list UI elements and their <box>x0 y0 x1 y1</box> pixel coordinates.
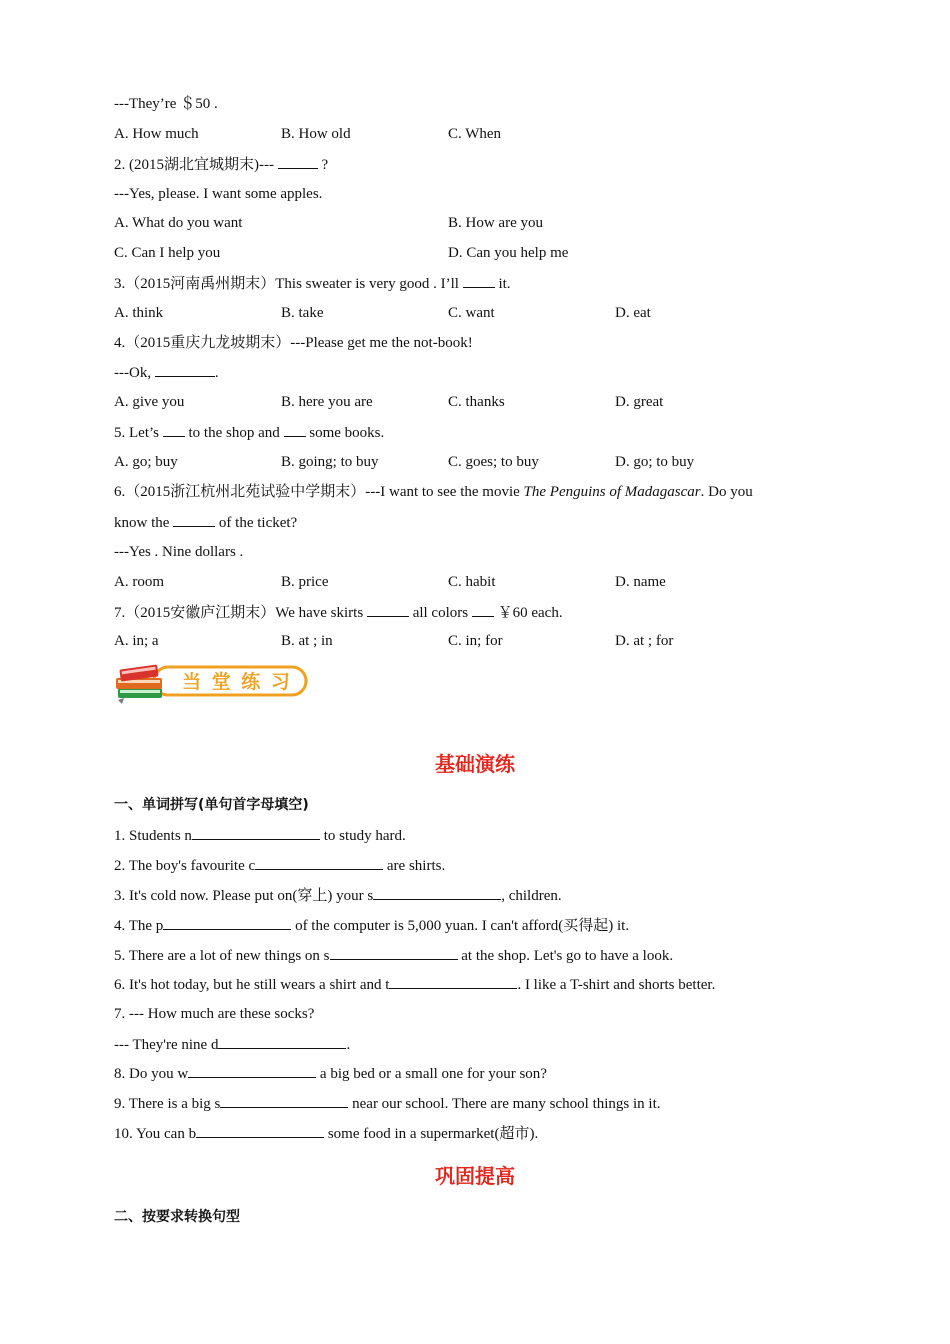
option: C. want <box>448 305 495 321</box>
question-prompt: 3.（2015河南禹州期末）This sweater is very good . I’ll <box>114 276 459 292</box>
question-prompt-end: . Do you <box>700 484 753 500</box>
item-text: . <box>346 1037 351 1053</box>
reply-line: ---Yes . Nine dollars . <box>114 544 244 560</box>
answer-blank[interactable] <box>367 602 409 617</box>
option: B. How are you <box>448 215 543 231</box>
answer-blank[interactable] <box>220 1093 348 1108</box>
item-text: 5. There are a lot of new things on s <box>114 948 330 964</box>
option: D. eat <box>615 305 651 321</box>
spelling-item <box>114 885 562 906</box>
option: A. give you <box>114 394 185 410</box>
answer-blank[interactable] <box>163 422 185 437</box>
reply-start: ---Ok, <box>114 365 152 381</box>
answer-blank[interactable] <box>155 362 215 377</box>
option: C. When <box>448 126 502 142</box>
question-prompt-end: ? <box>321 157 329 173</box>
part-heading: 一、单词拼写(单句首字母填空) <box>114 797 309 813</box>
answer-blank[interactable] <box>192 825 320 840</box>
item-text: of the computer is 5,000 yuan. I can't afford(买得起) it. <box>291 918 630 934</box>
option: C. goes; to buy <box>448 454 539 470</box>
option: A. How much <box>114 126 199 142</box>
reply-end: . <box>214 365 219 381</box>
option: D. go; to buy <box>615 454 695 470</box>
answer-blank[interactable] <box>389 974 517 989</box>
section-title: 基础演练 <box>435 752 515 776</box>
item-text: 4. The p <box>114 918 164 934</box>
answer-blank[interactable] <box>278 154 318 169</box>
spelling-item <box>114 915 629 936</box>
spelling-item <box>114 1123 538 1144</box>
option: B. price <box>281 574 329 590</box>
option: C. habit <box>448 574 496 590</box>
part-heading: 二、按要求转换句型 <box>114 1209 240 1225</box>
question-4: 4.（2015重庆九龙坡期末）---Please get me the not-book! <box>114 335 473 351</box>
question-part: ￥60 each. <box>497 605 563 621</box>
question-part: some books. <box>309 425 385 441</box>
option: D. Can you help me <box>448 245 569 261</box>
item-text: 9. There is a big s <box>114 1096 221 1112</box>
item-text: , children. <box>501 888 562 904</box>
question-part: 5. Let’s <box>114 425 159 441</box>
question-6 <box>114 482 753 502</box>
answer-blank[interactable] <box>196 1123 324 1138</box>
section-title: 巩固提高 <box>435 1164 515 1188</box>
option: A. think <box>114 305 164 321</box>
question-prompt: 6.（2015浙江杭州北苑试验中学期末）---I want to see the movie <box>114 484 520 500</box>
option: D. at ; for <box>615 633 674 649</box>
spelling-item <box>114 1093 661 1114</box>
spelling-item <box>114 974 715 995</box>
option: C. Can I help you <box>114 245 221 261</box>
question-3 <box>114 273 511 294</box>
question-6-line-2 <box>114 512 297 533</box>
item-text: at the shop. Let's go to have a look. <box>457 948 674 964</box>
answer-blank[interactable] <box>173 512 215 527</box>
option: A. What do you want <box>114 215 243 231</box>
item-text: to study hard. <box>319 828 406 844</box>
answer-blank[interactable] <box>188 1063 316 1078</box>
question-7 <box>114 602 563 623</box>
question-prompt-end: it. <box>498 276 511 292</box>
item-text: . I like a T-shirt and shorts better. <box>517 977 716 993</box>
question-part: 7.（2015安徽庐江期末）We have skirts <box>114 605 364 621</box>
option: D. great <box>615 394 664 410</box>
item-text: 10. You can b <box>114 1126 197 1142</box>
item-text: a big bed or a small one for your son? <box>316 1066 547 1082</box>
option: C. in; for <box>448 633 503 649</box>
item-text: 6. It's hot today, but he still wears a shirt and t <box>114 977 390 993</box>
option: B. take <box>281 305 324 321</box>
answer-blank[interactable] <box>163 915 291 930</box>
reply-line: ---Yes, please. I want some apples. <box>114 186 323 202</box>
item-text: --- They're nine d <box>114 1037 219 1053</box>
badge-label: 当 堂 练 习 <box>182 671 292 693</box>
answer-blank[interactable] <box>284 422 306 437</box>
practice-badge <box>114 660 310 706</box>
spelling-item <box>114 945 673 966</box>
question-2 <box>114 154 328 175</box>
question-part: know the <box>114 515 170 531</box>
answer-blank[interactable] <box>330 945 458 960</box>
item-text: some food in a supermarket(超市). <box>324 1126 539 1142</box>
movie-title: The Penguins of Madagascar <box>523 484 701 500</box>
option: A. go; buy <box>114 454 178 470</box>
item-text: 7. --- How much are these socks? <box>114 1006 315 1022</box>
reply-line <box>114 362 219 383</box>
item-text: are shirts. <box>383 858 446 874</box>
item-text: 2. The boy's favourite c <box>114 858 256 874</box>
question-part: to the shop and <box>188 425 280 441</box>
answer-blank[interactable] <box>373 885 501 900</box>
spelling-item <box>114 1034 350 1055</box>
option: B. going; to buy <box>281 454 379 470</box>
item-text: 3. It's cold now. Please put on(穿上) your s <box>114 888 374 904</box>
question-part: of the ticket? <box>218 515 298 531</box>
answer-blank[interactable] <box>255 855 383 870</box>
spelling-item <box>114 825 406 846</box>
answer-line: ---They’re ＄50 . <box>114 96 218 112</box>
question-5 <box>114 422 384 443</box>
item-text: near our school. There are many school things in it. <box>348 1096 661 1112</box>
option: C. thanks <box>448 394 505 410</box>
answer-blank[interactable] <box>472 602 494 617</box>
spelling-item <box>114 1063 547 1084</box>
option: A. room <box>114 574 164 590</box>
option: B. How old <box>281 126 351 142</box>
spelling-item <box>114 1004 314 1024</box>
question-prompt: 2. (2015湖北宜城期末)--- <box>114 157 274 173</box>
option: B. at ; in <box>281 633 333 649</box>
option: A. in; a <box>114 633 159 649</box>
option: D. name <box>615 574 666 590</box>
answer-blank[interactable] <box>463 273 495 288</box>
question-part: all colors <box>412 605 469 621</box>
item-text: 8. Do you w <box>114 1066 189 1082</box>
option: B. here you are <box>281 394 373 410</box>
spelling-item <box>114 855 445 876</box>
answer-blank[interactable] <box>218 1034 346 1049</box>
item-text: 1. Students n <box>114 828 192 844</box>
